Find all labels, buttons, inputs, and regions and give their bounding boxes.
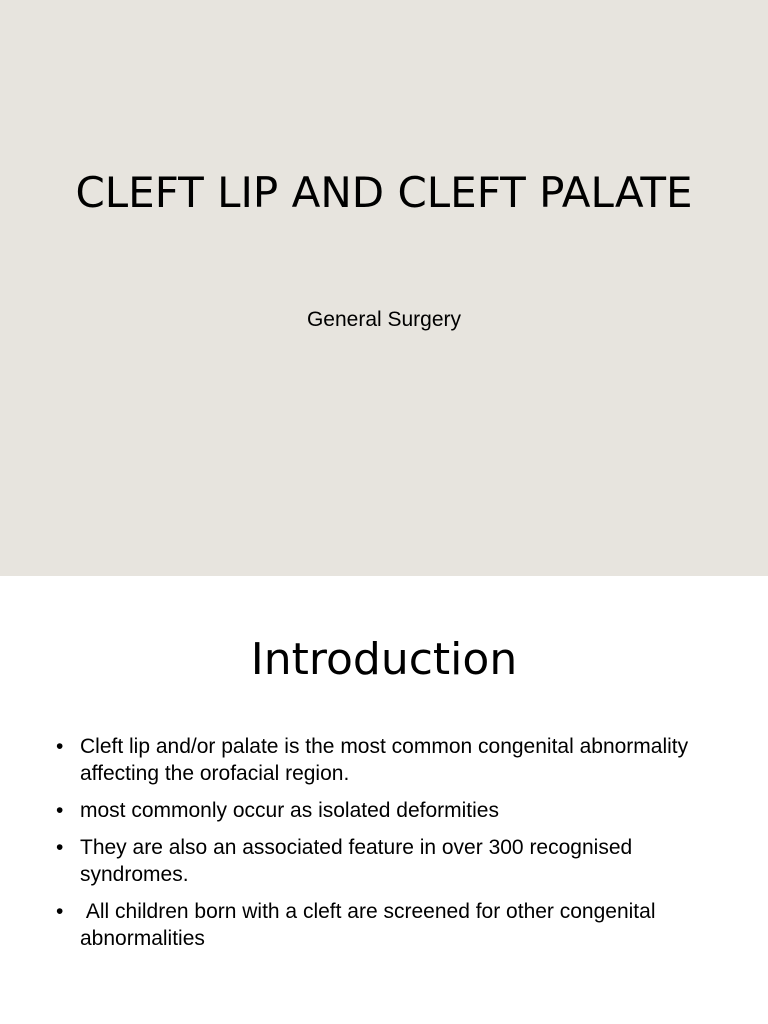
bullet-text: most commonly occur as isolated deformities <box>80 799 499 822</box>
bullet-dot-icon: • <box>56 799 64 822</box>
bullet-text: Cleft lip and/or palate is the most common congenital abnormality affecting the orofacial region. <box>80 735 689 785</box>
bullet-list <box>56 733 736 962</box>
bullet-item <box>56 834 736 888</box>
slide-subtitle: General Surgery <box>306 308 462 331</box>
bullet-text: All children born with a cleft are screened for other congenital abnormalities <box>80 900 662 950</box>
bullet-dot-icon: • <box>56 836 64 859</box>
introduction-slide <box>0 576 768 1024</box>
bullet-item <box>56 797 736 824</box>
bullet-dot-icon: • <box>56 900 64 923</box>
section-heading: Introduction <box>250 634 518 685</box>
slide-title: CLEFT LIP AND CLEFT PALATE <box>75 168 693 217</box>
bullet-dot-icon: • <box>56 735 64 758</box>
bullet-item <box>56 733 736 787</box>
bullet-item <box>56 898 736 952</box>
bullet-text: They are also an associated feature in over 300 recognised syndromes. <box>80 836 633 886</box>
